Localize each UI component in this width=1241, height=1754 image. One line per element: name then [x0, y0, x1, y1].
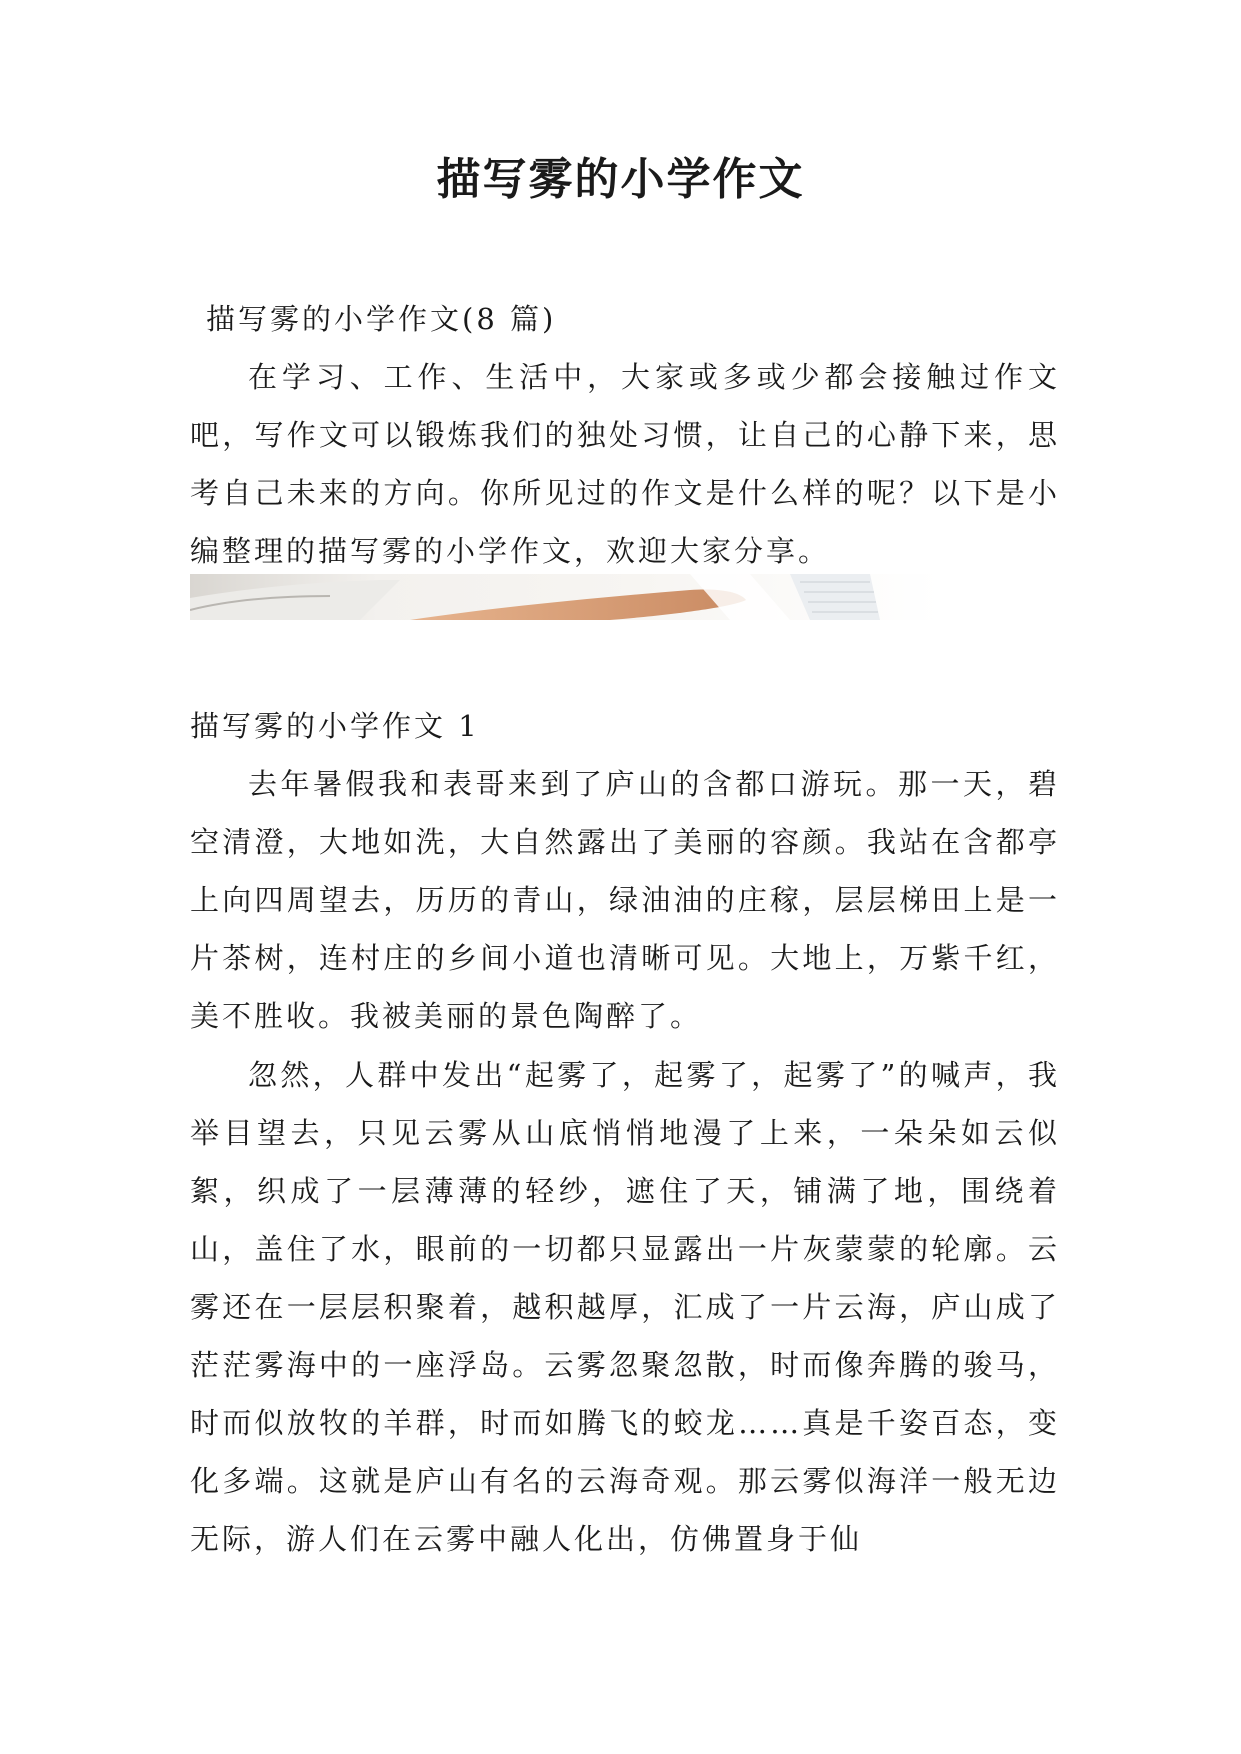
- document-title: 描写雾的小学作文: [436, 154, 805, 205]
- decorative-photo: [190, 574, 940, 620]
- section-paragraph: 忽然，人群中发出“起雾了，起雾了，起雾了”的喊声，我举目望去，只见云雾从山底悄悄地漫了上来，一朵朵如云似絮，织成了一层薄薄的轻纱，遮住了天，铺满了地，围绕着山，盖住了水，眼前的一切都只显露出一片灰蒙蒙的轮廓。云雾还在一层层积聚着，越积越厚，汇成了一片云海，庐山成了茫茫雾海中的一座浮岛。云雾忽聚忽散，时而像奔腾的骏马，时而似放牧的羊群，时而如腾飞的蛟龙……真是千姿百态，变化多端。这就是庐山有名的云海奇观。那云雾似海洋一般无边无际，游人们在云雾中融人化出，仿佛置身于仙: [190, 1058, 1060, 1556]
- document-subtitle: 描写雾的小学作文(8 篇): [206, 302, 557, 336]
- section-paragraph: 去年暑假我和表哥来到了庐山的含都口游玩。那一天，碧空清澄，大地如洗，大自然露出了美丽的容颜。我站在含都亭上向四周望去，历历的青山，绿油油的庄稼，层层梯田上是一片茶树，连村庄的乡间小道也清晰可见。大地上，万紫千红，美不胜收。我被美丽的景色陶醉了。: [190, 767, 1060, 1033]
- section-heading: 描写雾的小学作文 1: [190, 709, 480, 743]
- intro-paragraph: 在学习、工作、生活中，大家或多或少都会接触过作文吧，写作文可以锻炼我们的独处习惯，让自己的心静下来，思考自己未来的方向。你所见过的作文是什么样的呢？以下是小编整理的描写雾的小学作文，欢迎大家分享。: [190, 360, 1060, 568]
